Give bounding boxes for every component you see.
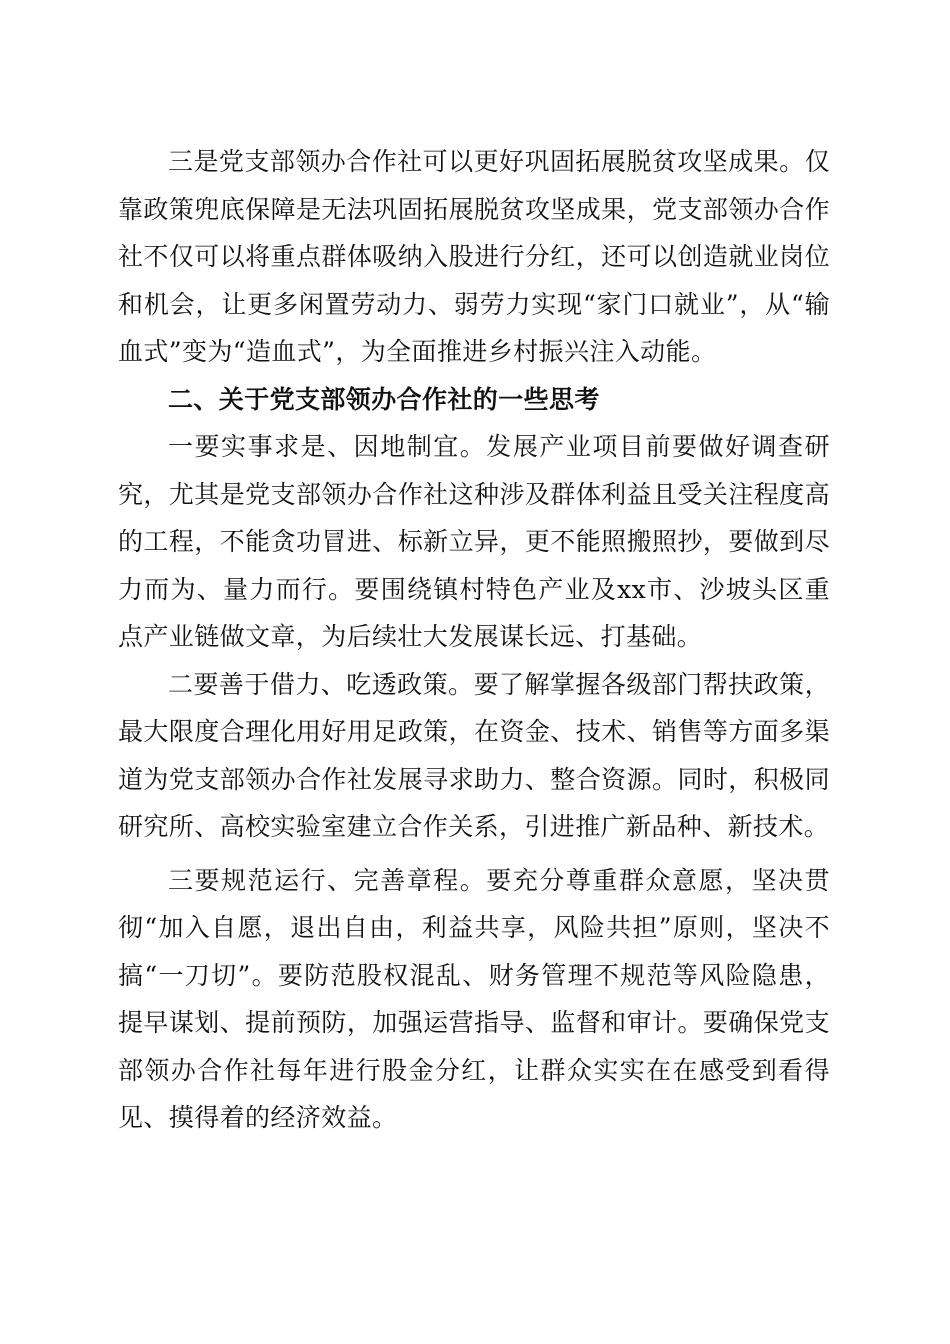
paragraph-leverage-policy: 二要善于借力、吃透政策。要了解掌握各级部门帮扶政策，最大限度合理化用好用足政策，在资金、技术、销售等方面多渠道为党支部领办合作社发展寻求助力、整合资源。同时，积极同研究所、高校实验室建立合作关系，引进推广新品种、新技术。 (118, 669, 830, 841)
paragraph-seek-truth: 一要实事求是、因地制宜。发展产业项目前要做好调查研究，尤其是党支部领办合作社这种涉及群体利益且受关注程度高的工程，不能贪功冒进、标新立异，更不能照搬照抄，要做到尽力而为、量力而行。要围绕镇村特色产业及xx市、沙坡头区重点产业链做文章，为后续壮大发展谋长远、打基础。 (118, 432, 830, 651)
section-heading-thoughts: 二、关于党支部领办合作社的一些思考 (168, 384, 600, 414)
paragraph-standardize-operation: 三要规范运行、完善章程。要充分尊重群众意愿，坚决贯彻“加入自愿，退出自由，利益共享，风险共担”原则，坚决不搞“一刀切”。要防范股权混乱、财务管理不规范等风险隐患，提早谋划、提前预防，加强运营指导、监督和审计。要确保党支部领办合作社每年进行股金分红，让群众实实在在感受到看得见、摸得着的经济效益。 (118, 865, 830, 1132)
document-body (118, 138, 830, 1142)
paragraph-consolidate-poverty-results: 三是党支部领办合作社可以更好巩固拓展脱贫攻坚成果。仅靠政策兜底保障是无法巩固拓展脱贫攻坚成果，党支部领办合作社不仅可以将重点群体吸纳入股进行分红，还可以创造就业岗位和机会，让更多闲置劳动力、弱劳力实现“家门口就业”，从“输血式”变为“造血式”，为全面推进乡村振兴注入动能。 (118, 147, 830, 366)
